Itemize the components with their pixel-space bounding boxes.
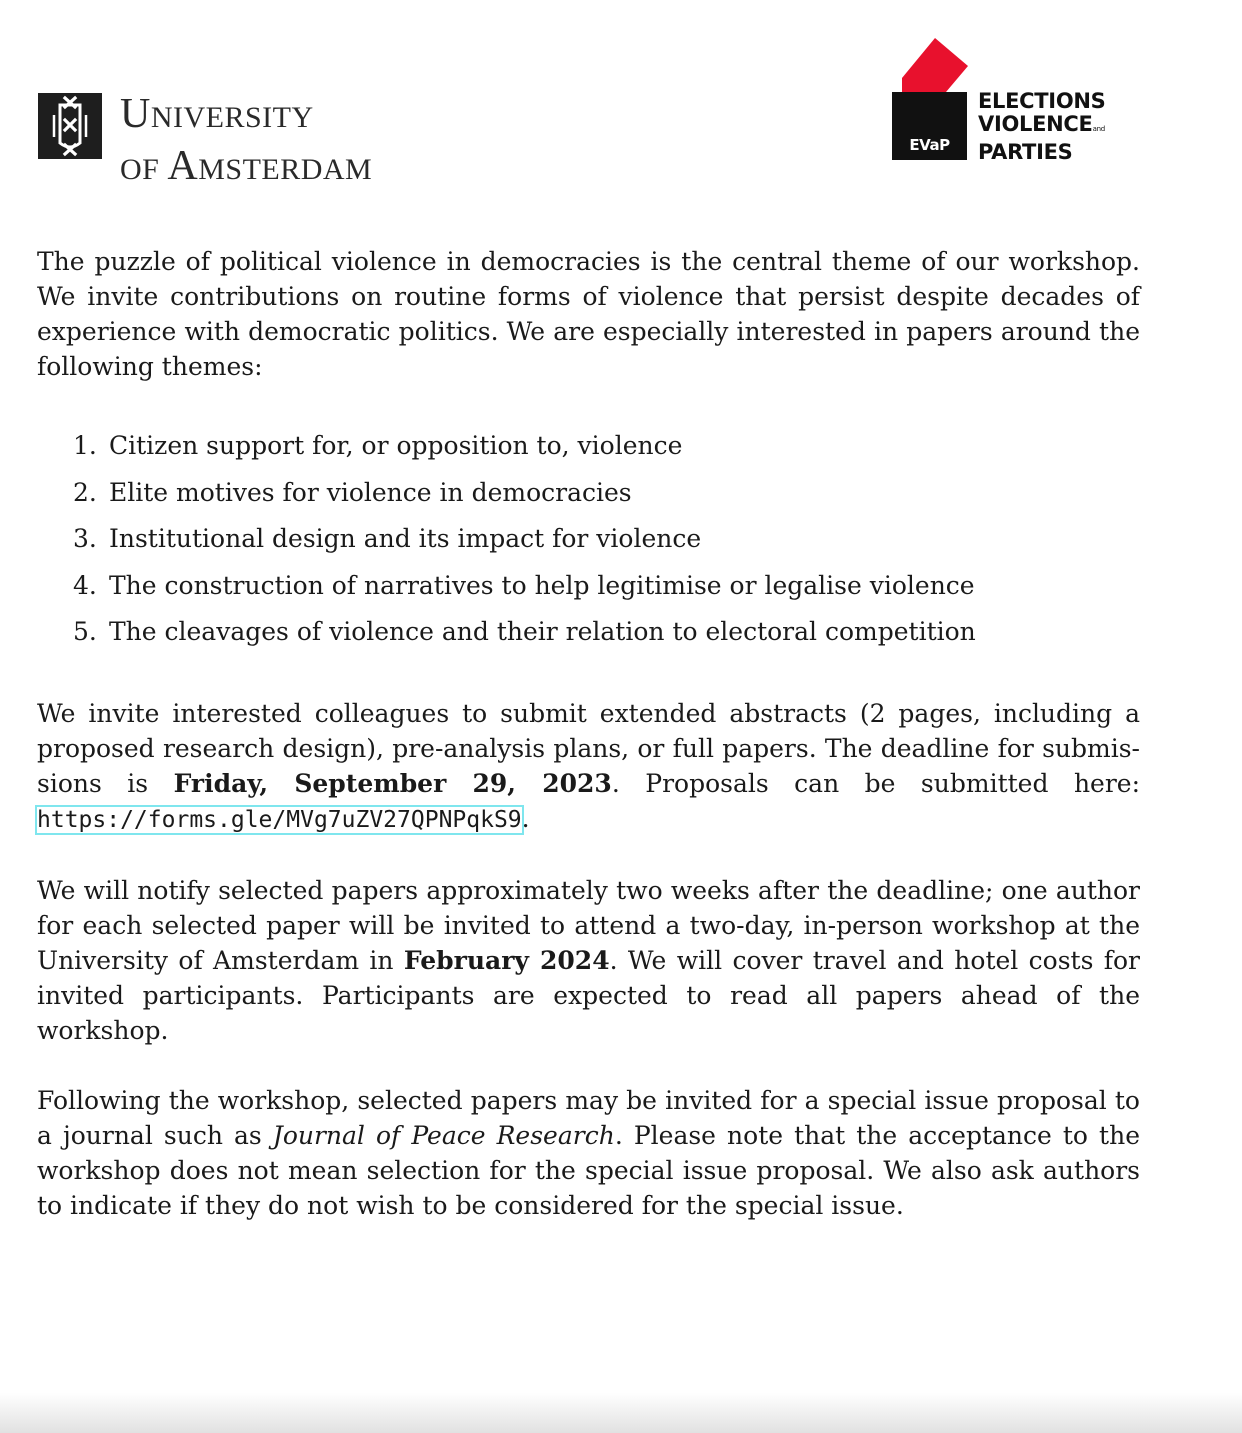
deadline-date: Friday, September 29, 2023 — [173, 769, 612, 798]
notification-paragraph: We will notify selected papers approximately two weeks after the deadline; one author for each selected paper will be invited to attend a two-day, in-person workshop at the University of Amsterdam in February 2024. We will cover travel and hotel costs for invited participants. Participants are expected to read all papers ahead of the workshop. — [37, 876, 1141, 1045]
journal-name: Journal of Peace Research — [272, 1121, 615, 1150]
evap-word-elections: ELECTIONS — [978, 89, 1106, 113]
special-issue-paragraph: Following the workshop, selected papers may be invited for a special issue proposal to a journal such as Journal of Peace Research. Please note that the acceptance to the workshop does not mean selection for the special issue proposal. We also ask authors to indicate if they do not wish to be considered for the special issue. — [37, 1086, 1140, 1220]
evap-word-and: and — [1092, 125, 1105, 133]
list-item: 3. Institutional design and its impact for violence — [73, 524, 702, 553]
evap-logo — [890, 38, 1140, 163]
uva-wordmark-line-2: OF AMSTERDAM — [120, 143, 373, 189]
uva-wordmark — [120, 90, 372, 194]
evap-black-box — [892, 92, 967, 160]
uva-logo — [38, 90, 438, 189]
evap-abbreviation: EVaP — [909, 136, 950, 154]
list-item: 2. Elite motives for violence in democracies — [73, 477, 632, 507]
evap-wordmark — [978, 90, 1105, 164]
xxx-emblem-icon — [38, 93, 102, 159]
workshop-date: February 2024 — [403, 946, 610, 975]
list-item: 5. The cleavages of violence and their relation to electoral competition — [73, 617, 976, 646]
red-diamond-icon — [902, 38, 968, 94]
evap-word-parties: PARTIES — [978, 140, 1073, 164]
uva-wordmark-line-1: UNIVERSITY — [120, 91, 314, 137]
themes-list — [37, 428, 1140, 649]
intro-paragraph: The puzzle of political violence in democracies is the central theme of our workshop. We invite contributions on routine forms of violence that persist despite decades of experience with democratic politics. We are especially interested in papers around the following themes: — [37, 247, 1140, 381]
document-body — [37, 244, 1140, 1223]
list-item: 4. The construction of narratives to help legitimise or legalise violence — [73, 570, 975, 600]
page-bottom-shadow — [0, 1393, 1242, 1433]
evap-word-violence: VIOLENCEand — [978, 112, 1105, 136]
submission-form-link[interactable]: https://forms.gle/MVg7uZV27QPNPqkS9 — [37, 807, 522, 833]
list-item: 1. Citizen support for, or opposition to, violence — [73, 431, 683, 460]
submission-paragraph: We invite interested colleagues to submit extended abstracts (2 pages, including a proposed research design), pre-analysis plans, or full papers. The deadline for submissions is Friday, September 29, 2023. Proposals can be submitted here: https://forms.gle/MVg7uZV27QPNPqkS9. — [37, 699, 1141, 833]
